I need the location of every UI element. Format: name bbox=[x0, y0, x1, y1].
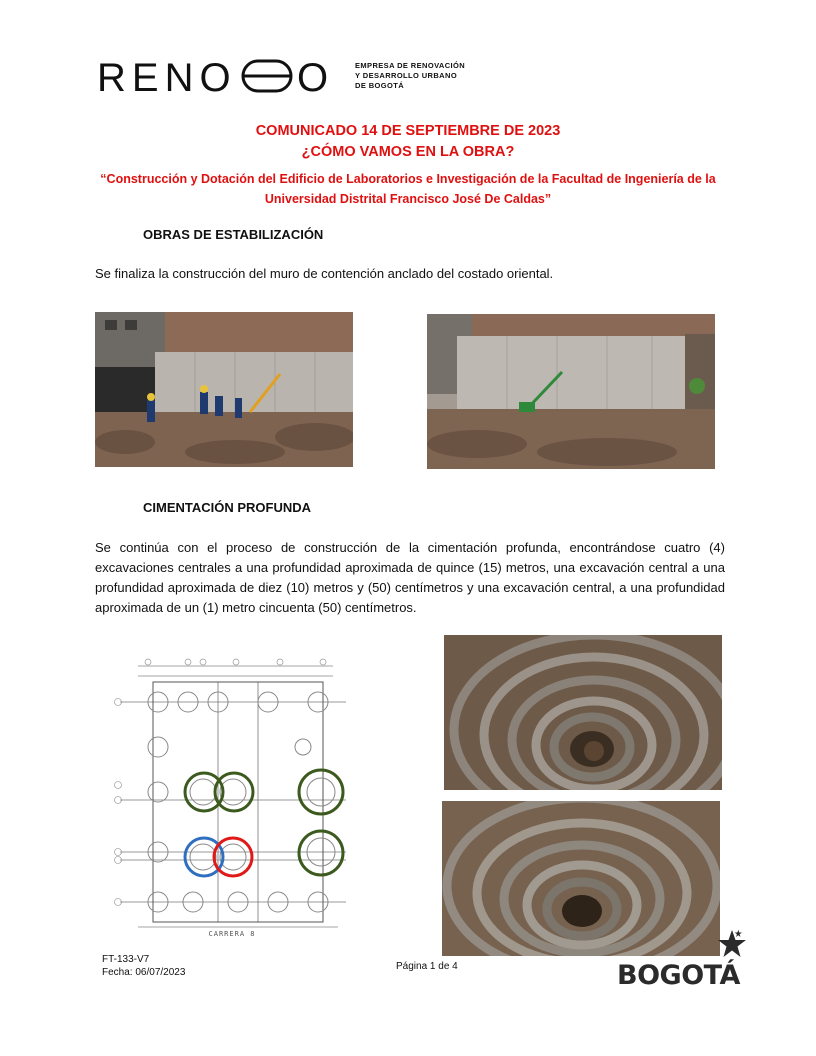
project-name bbox=[96, 169, 720, 209]
section-heading-stabilization: OBRAS DE ESTABILIZACIÓN bbox=[143, 227, 324, 242]
document-date: Fecha: 06/07/2023 bbox=[102, 967, 186, 978]
plan-street-label: CARRERA 8 bbox=[208, 930, 256, 938]
communique-subtitle: ¿CÓMO VAMOS EN LA OBRA? bbox=[301, 144, 515, 160]
svg-text:RENO: RENO bbox=[97, 56, 237, 98]
photo-excavation-shaft-1 bbox=[444, 635, 722, 790]
foundation-plan-drawing bbox=[108, 652, 356, 944]
page-number: Página 1 de 4 bbox=[396, 961, 458, 972]
renobo-logo-svg bbox=[97, 54, 347, 98]
section-text-foundation: Se continúa con el proceso de construcción de la cimentación profunda, encontrándose cuatro (4) excavaciones centrales a una profundidad aproximada de quince (15) metros, una excavación central a una profundidad aproximada de diez (10) metros y (50) centímetros y una excavación central, a una profundidad aproximada de un (1) metro cincuenta (50) centímetros. bbox=[95, 540, 725, 615]
communique-title: COMUNICADO 14 DE SEPTIEMBRE DE 2023 bbox=[255, 123, 561, 139]
photo-retaining-wall-workers bbox=[95, 312, 353, 467]
renobo-tagline bbox=[355, 61, 495, 91]
bogota-logo bbox=[615, 925, 755, 1000]
tagline-line: Y DESARROLLO URBANO bbox=[355, 71, 458, 80]
project-name-line: “Construcción y Dotación del Edificio de Laboratorios e Investigación de la Facultad de Ingeniería de la bbox=[100, 172, 716, 186]
photo-retaining-wall-crane bbox=[427, 314, 715, 469]
renobo-logo-wordmark bbox=[97, 54, 347, 107]
svg-text:O: O bbox=[297, 56, 336, 98]
star-icon bbox=[717, 929, 747, 959]
section-text-stabilization: Se finaliza la construcción del muro de contención anclado del costado oriental. bbox=[95, 266, 554, 281]
section-heading-foundation: CIMENTACIÓN PROFUNDA bbox=[143, 500, 312, 515]
tagline-line: EMPRESA DE RENOVACIÓN bbox=[355, 61, 466, 70]
tagline-line: DE BOGOTÁ bbox=[355, 81, 405, 90]
document-code: FT-133-V7 bbox=[102, 954, 150, 965]
bogota-logo-text: BOGOTÁ bbox=[617, 960, 740, 991]
project-name-line: Universidad Distrital Francisco José De Caldas” bbox=[264, 192, 552, 206]
